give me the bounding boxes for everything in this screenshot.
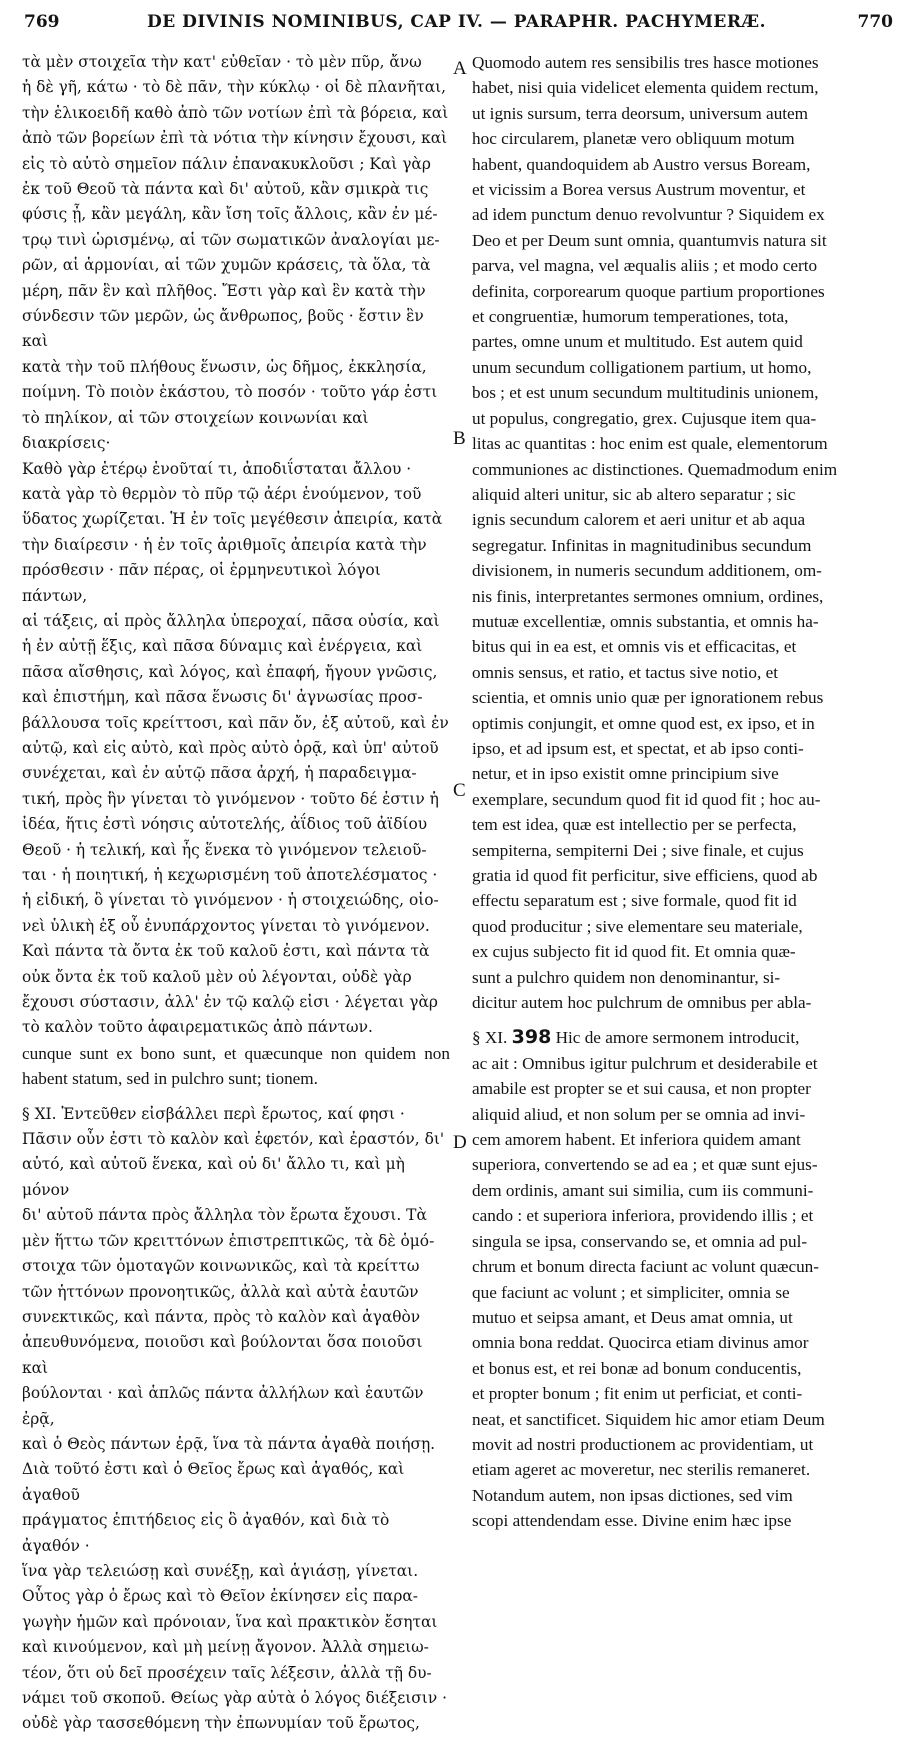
left-column	[22, 50, 450, 1737]
greek-text-block-1: τὰ μὲν στοιχεῖα τὴν κατ' εὐθεῖαν · τὸ μὲν πῦρ, ἄνω ἡ δὲ γῆ, κάτω · τὸ δὲ πᾶν, τὴν κύκλῳ · οἱ δὲ πλανῆται, τὴν ἑλικοειδῆ καθὸ ἀπὸ τῶν νοτίων ἐπὶ τὰ βόρεια, καὶ ἀπὸ τῶν βορείων ἐπὶ τὰ νότια τὴν κίνησιν ἔχουσι, καὶ εἰς τὸ αὐτὸ σημεῖον πάλιν ἐπανακυκλοῦσι ; Καὶ γὰρ ἐκ τοῦ Θεοῦ τὰ πάντα καὶ δι' αὐτοῦ, κἂν σμικρὰ τις φύσις ᾖ, κἂν μεγάλη, κἂν ἴση τοῖς ἄλλοις, κἂν ἐν μέ- τρῳ τινὶ ὡρισμένῳ, αἱ τῶν σωματικῶν ἀναλογίαι με- ρῶν, αἱ ἁρμονίαι, αἱ τῶν χυμῶν κράσεις, τὰ ὅλα, τὰ μέρη, πᾶν ἓν καὶ πλῆθος. Ἔστι γὰρ καὶ ἓν κατὰ τὴν σύνδεσιν τῶν μερῶν, ὡς ἄνθρωπος, βοῦς · ἔστιν ἓν καὶ κατὰ τὴν τοῦ πλήθους ἕνωσιν, ὡς δῆμος, ἐκκλησία, ποίμνη. Τὸ ποιὸν ἑκάστου, τὸ ποσόν · τοῦτο γάρ ἐστι τὸ πηλίκον, αἱ τῶν στοιχείων κοινωνίαι καὶ διακρίσεις· Καθὸ γὰρ ἑτέρῳ ἑνοῦταί τι, ἀποδιΐσταται ἄλλου · κατὰ γὰρ τὸ θερμὸν τὸ πῦρ τῷ ἀέρι ἑνούμενον, τοῦ ὕδατος χωρίζεται. Ἡ ἐν τοῖς μεγέθεσιν ἀπειρία, κατὰ τὴν διαίρεσιν · ἡ ἐν τοῖς ἀριθμοῖς ἀπειρία κατὰ τὴν πρόσθεσιν · πᾶν πέρας, οἱ ἑρμηνευτικοὶ λόγοι πάντων, αἱ τάξεις, αἱ πρὸς ἄλληλα ὑπεροχαί, πᾶσα οὐσία, καὶ ἡ ἐν αὐτῇ ἕξις, καὶ πᾶσα δύναμις καὶ ἐνέργεια, καὶ πᾶσα αἴσθησις, καὶ λόγος, καὶ ἐπαφή, ἤγουν γνῶσις, καὶ ἐπιστήμη, καὶ πᾶσα ἕνωσις δι' ἀγνωσίας προσ- βάλλουσα τοῖς κρείττοσι, καὶ πᾶν ὄν, ἐξ αὐτοῦ, καὶ ἐν αὐτῷ, καὶ εἰς αὐτὸ, καὶ πρὸς αὐτὸ ὁρᾷ, καὶ ὑπ' αὐτοῦ συνέχεται, καὶ ἐν αὐτῷ πᾶσα ἀρχή, ἡ παραδειγμα- τική, πρὸς ἣν γίνεται τὸ γινόμενον · τοῦτο δέ ἐστιν ἡ ἰδέα, ἥτις ἐστὶ νόησις αὐτοτελής, ἀΐδιος τοῦ ἀϊδίου Θεοῦ · ἡ τελική, καὶ ἧς ἕνεκα τὸ γινόμενον τελειοῦ- ται · ἡ ποιητική, ἡ κεχωρισμένη τοῦ ἀποτελέσματος · ἡ εἰδική, ὃ γίνεται τὸ γινόμενον · ἡ στοιχειώδης, οἱο- νεὶ ὑλικὴ ἐξ οὗ ἐνυπάρχοντος γίνεται τὸ γινόμενον. Καὶ πάντα τὰ ὄντα ἐκ τοῦ καλοῦ ἐστι, καὶ πάντα τὰ οὐκ ὄντα ἐκ τοῦ καλοῦ μὲν οὐ λέγονται, οὐδὲ γὰρ ἔχουσι σύστασιν, ἀλλ' ἐν τῷ καλῷ εἰσι · λέγεται γὰρ τὸ καλὸν τοῦτο ἀφαιρεματικῶς ἀπὸ πάντων.	[22, 53, 449, 1037]
margin-marker-b: B	[453, 428, 466, 449]
margin-marker-d: D	[453, 1132, 467, 1153]
margin-marker-a: A	[453, 58, 467, 79]
right-page-number: 770	[857, 12, 893, 32]
latin-text-block-2: Hic de amore sermonem introducit, ac ait : Omnibus igitur pulchrum et desiderabile et amabile est propter se et sui causa, et non propter aliquid aliud, et non solum per se omnia ad invi- cem amorem habent. Et inferiora quidem amant superiora, convertendo se ad ea ; et quæ sunt ejus- dem ordinis, amant sui similia, cum iis communi- cando : et superiora inferiora, providendo illis ; et singula se ipsa, conservando se, et omnia ad pul- chrum et bonum directa faciunt ac volunt quæcun- que faciunt ac volunt ; et simpliciter, omnia se mutuo et seipsa amant, et Deus amat omnia, ut omnia bona reddat. Quocirca etiam divinus amor et bonus est, et rei bonæ ad bonum conducentis, et propter bonum ; fit enim ut perficiat, et conti- neat, et sanctificet. Siquidem hic amor etiam Deum movit ad nostri productionem ac providentiam, ut etiam ageret ac moveretur, nec sterilis remaneret. Notandum autem, non ipsas dictiones, sed vim scopi attendendam esse. Divine enim hæc ipse	[472, 1028, 825, 1531]
margin-marker-c: C	[453, 780, 466, 801]
latin-continuation-left: cunque sunt ex bono sunt, et quæcunque non quidem non habent statum, sed in pulchro sunt; tionem.	[22, 1043, 450, 1089]
left-page-number: 769	[24, 12, 60, 32]
column-number: 398	[511, 1026, 552, 1049]
right-column	[472, 50, 892, 1534]
running-title: DE DIVINIS NOMINIBUS, CAP IV. — PARAPHR. PACHYMERÆ.	[146, 12, 767, 32]
latin-text-block-1: Quomodo autem res sensibilis tres hasce motiones habet, nisi quia videlicet elementa quidem rectum, ut ignis sursum, terra deorsum, universum autem hoc circularem, planetæ vero obliquum motum habent, quandoquidem ab Austro versus Boream, et vicissim a Borea versus Austrum moventur, et ad idem punctum denuo revolvuntur ? Siquidem ex Deo et per Deum sunt omnia, quantumvis natura sit parva, vel magna, vel æqualis aliis ; et modo certo definita, corporearum quoque partium proportiones et congruentiæ, humorum temperationes, tota, partes, omne unum et multitudo. Est autem quid unum secundum colligationem partium, ut homo, bos ; et est unum secundum multitudinis unionem, ut populus, congregatio, grex. Cujusque item qua- litas ac quantitas : hoc enim est quale, elementorum communiones ac distinctiones. Quemadmodum enim aliquid alteri unitur, sic ab altero separatur ; sic ignis secundum calorem et aeri unitur et ab aqua segregatur. Infinitas in magnitudinibus secundum divisionem, in numeris secundum additionem, om- nis finis, interpretantes sermones omnium, ordines, mutuæ excellentiæ, omnis substantia, et omnis ha- bitus qui in ea est, et omnis vis et efficacitas, et omnis sensus, et ratio, et tactus sive notio, et scientia, et omnis unio quæ per ignorationem rebus optimis conjungit, et omne quod est, ex ipso, et in ipso, et ad ipsum est, et spectat, et ab ipso conti- netur, et in ipso existit omne principium sive exemplare, secundum quod fit id quod fit ; hoc au- tem est idea, quæ est intellectio per se perfecta, sempiterna, sempiterni Dei ; sive finale, et cujus gratia id quod fit perficitur, sive efficiens, quod ab effectu separatum est ; sive formale, quod fit id quod producitur ; sive elementare seu materiale, ex cujus subjecto fit id quod fit. Et omnia quæ-	[472, 53, 838, 962]
latin-continuation-right: sunt a pulchro quidem non denominantur, si- dicitur autem hoc pulchrum de omnibus per abla-	[472, 967, 812, 1013]
greek-text-block-2: § XI. Ἐντεῦθεν εἰσβάλλει περὶ ἔρωτος, καί φησι · Πᾶσιν οὖν ἐστι τὸ καλὸν καὶ ἐφετόν, καὶ ἐραστόν, δι' αὐτό, καὶ αὐτοῦ ἕνεκα, καὶ οὐ δι' ἄλλο τι, καὶ μὴ μόνον δι' αὐτοῦ πάντα πρὸς ἄλληλα τὸν ἔρωτα ἔχουσι. Τὰ μὲν ἥττω τῶν κρειττόνων ἐπιστρεπτικῶς, τὰ δὲ ὁμό- στοιχα τῶν ὁμοταγῶν κοινωνικῶς, καὶ τὰ κρείττω τῶν ἡττόνων προνοητικῶς, ἀλλὰ καὶ αὐτὰ ἑαυτῶν συνεκτικῶς, καὶ πάντα, πρὸς τὸ καλὸν καὶ ἀγαθὸν ἀπευθυνόμενα, ποιοῦσι καὶ βούλονται ὅσα ποιοῦσι καὶ βούλονται · καὶ ἁπλῶς πάντα ἀλλήλων καὶ ἑαυτῶν ἐρᾷ, καὶ ὁ Θεὸς πάντων ἐρᾷ, ἵνα τὰ πάντα ἀγαθὰ ποιήσῃ. Διὰ τοῦτό ἐστι καὶ ὁ Θεῖος ἔρως καὶ ἀγαθός, καὶ ἀγαθοῦ πράγματος ἐπιτήδειος εἰς ὃ ἀγαθόν, καὶ διὰ τὸ ἀγαθόν · ἵνα γὰρ τελειώσῃ καὶ συνέξῃ, καὶ ἁγιάσῃ, γίνεται. Οὗτος γὰρ ὁ ἔρως καὶ τὸ Θεῖον ἐκίνησεν εἰς παρα- γωγὴν ἡμῶν καὶ πρόνοιαν, ἵνα καὶ πρακτικὸν ἔσηται καὶ κινούμενον, καὶ μὴ μείνῃ ἄγονον. Ἀλλὰ σημειω- τέον, ὅτι οὐ δεῖ προσέχειν ταῖς λέξεσιν, ἀλλὰ τῇ δυ- νάμει τοῦ σκοποῦ. Θείως γὰρ αὐτὰ ὁ λόγος διέξεισιν · οὐδὲ γὰρ τασσεθόμενη τὴν ἐπωνυμίαν τοῦ ἔρωτος,	[22, 1104, 447, 1733]
section-label: § XI.	[472, 1028, 508, 1048]
section-xi-latin	[472, 1025, 892, 1533]
